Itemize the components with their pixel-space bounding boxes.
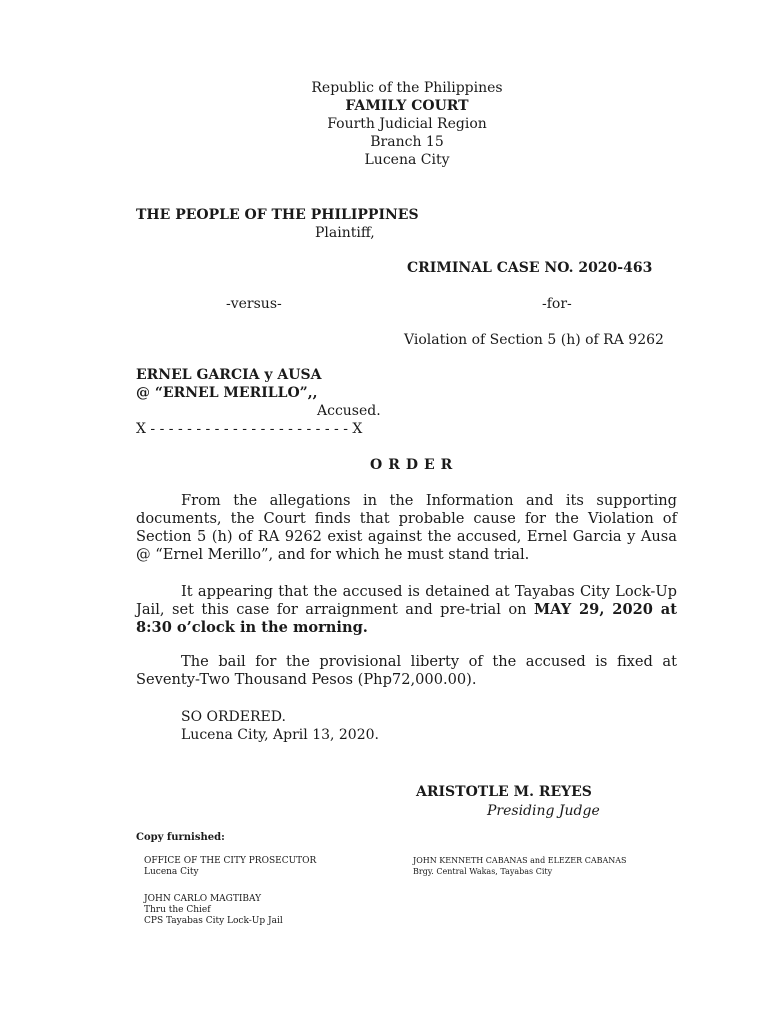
recipient-cabanas bbox=[413, 855, 627, 877]
case-number: CRIMINAL CASE NO. 2020-463 bbox=[407, 260, 653, 276]
recipient-line: JOHN KENNETH CABANAS and ELEZER CABANAS bbox=[413, 856, 627, 865]
judge-title: Presiding Judge bbox=[487, 803, 600, 819]
for-label: -for- bbox=[542, 296, 572, 312]
recipient-prosecutor bbox=[144, 856, 316, 878]
place-and-date: Lucena City, April 13, 2020. bbox=[181, 727, 379, 743]
order-paragraph-2 bbox=[136, 583, 677, 639]
so-ordered: SO ORDERED. bbox=[181, 709, 286, 725]
order-title: ORDER bbox=[370, 457, 459, 473]
arraignment-date: MAY 29, 2020 at 8:30 o’clock in the morning. bbox=[136, 601, 677, 636]
accused-name: ERNEL GARCIA y AUSA bbox=[136, 367, 322, 383]
recipient-line: Brgy. Central Wakas, Tayabas City bbox=[413, 867, 553, 876]
accused-label: Accused. bbox=[317, 403, 381, 419]
order-paragraph-3-text: The bail for the provisional liberty of the accused is fixed at Seventy-Two Thousand Pesos (Php72,000.00). bbox=[136, 653, 677, 688]
header-city: Lucena City bbox=[364, 152, 450, 168]
header-region: Fourth Judicial Region bbox=[327, 116, 487, 132]
caption-separator: X - - - - - - - - - - - - - - - - - - - - - - X bbox=[136, 421, 363, 437]
order-paragraph-1 bbox=[136, 492, 677, 566]
header-branch: Branch 15 bbox=[370, 134, 444, 150]
recipient-line: Lucena City bbox=[144, 867, 199, 877]
copy-furnished-label: Copy furnished: bbox=[136, 832, 225, 843]
accused-alias: @ “ERNEL MERILLO”,, bbox=[136, 385, 318, 401]
recipient-magtibay bbox=[144, 894, 283, 927]
recipient-line: CPS Tayabas City Lock-Up Jail bbox=[144, 916, 283, 926]
order-paragraph-2-text: It appearing that the accused is detained at Tayabas City Lock-Up Jail, set this case for arraignment and pre-trial on bbox=[136, 583, 677, 618]
plaintiff-label: Plaintiff, bbox=[315, 225, 375, 241]
order-paragraph-1-text: From the allegations in the Information and its supporting documents, the Court finds that probable cause for the Violation of Section 5 (h) of RA 9262 exist against the accused, Ernel Garcia y Ausa @ “Ernel Merillo”, and for which he must stand trial. bbox=[136, 492, 677, 563]
recipient-line: OFFICE OF THE CITY PROSECUTOR bbox=[144, 856, 317, 866]
judge-name: ARISTOTLE M. REYES bbox=[416, 784, 592, 800]
header-republic: Republic of the Philippines bbox=[311, 80, 503, 96]
order-paragraph-3 bbox=[136, 653, 677, 691]
recipient-line: JOHN CARLO MAGTIBAY bbox=[144, 894, 262, 904]
violation-text: Violation of Section 5 (h) of RA 9262 bbox=[404, 332, 664, 348]
recipient-line: Thru the Chief bbox=[144, 905, 211, 915]
header-court: FAMILY COURT bbox=[345, 98, 469, 114]
plaintiff-name: THE PEOPLE OF THE PHILIPPINES bbox=[136, 207, 419, 223]
versus-label: -versus- bbox=[226, 296, 282, 312]
